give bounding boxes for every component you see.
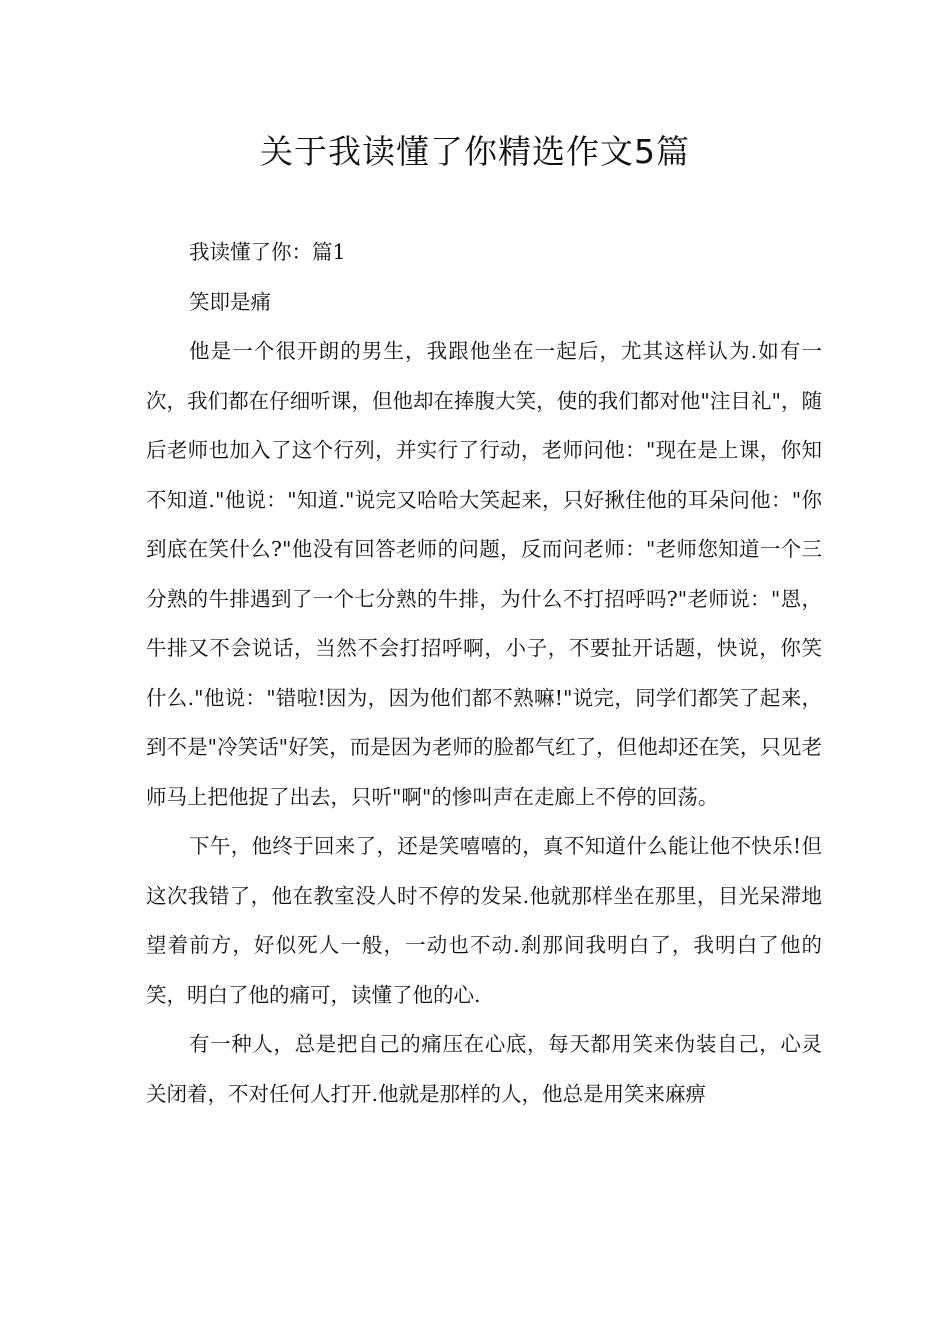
body-paragraph: 他是一个很开朗的男生，我跟他坐在一起后，尤其这样认为.如有一次，我们都在仔细听课，但他却在捧腹大笑，使的我们都对他"注目礼"，随后老师也加入了这个行列，并实行了行动，老师问他："现在是上课，你知不知道."他说："知道."说完又哈哈大笑起来，只好揪住他的耳朵问他："你到底在笑什么?"他没有回答老师的问题，反而问老师："老师您知道一个三分熟的牛排遇到了一个七分熟的牛排，为什么不打招呼吗?"老师说："恩，牛排又不会说话，当然不会打招呼啊，小子，不要扯开话题，快说，你笑什么."他说："错啦!因为，因为他们都不熟嘛!"说完，同学们都笑了起来，到不是"冷笑话"好笑，而是因为老师的脸都气红了，但他却还在笑，只见老师马上把他捉了出去，只听"啊"的惨叫声在走廊上不停的回荡。 <box>146 339 822 809</box>
section-heading: 我读懂了你：篇1 <box>189 240 346 264</box>
essay-subtitle: 笑即是痛 <box>189 289 272 314</box>
body-paragraph: 有一种人，总是把自己的痛压在心底，每天都用笑来伪装自己，心灵关闭着，不对任何人打开.他就是那样的人，他总是用笑来麻痹 <box>146 1032 822 1106</box>
document-title: 关于我读懂了你精选作文5篇 <box>260 132 690 171</box>
body-paragraph: 下午，他终于回来了，还是笑嘻嘻的，真不知道什么能让他不快乐!但这次我错了，他在教室没人时不停的发呆.他就那样坐在那里，目光呆滞地望着前方，好似死人一般，一动也不动.刹那间我明白了，我明白了他的笑，明白了他的痛可，读懂了他的心. <box>146 834 822 1007</box>
document-body <box>146 228 822 1119</box>
